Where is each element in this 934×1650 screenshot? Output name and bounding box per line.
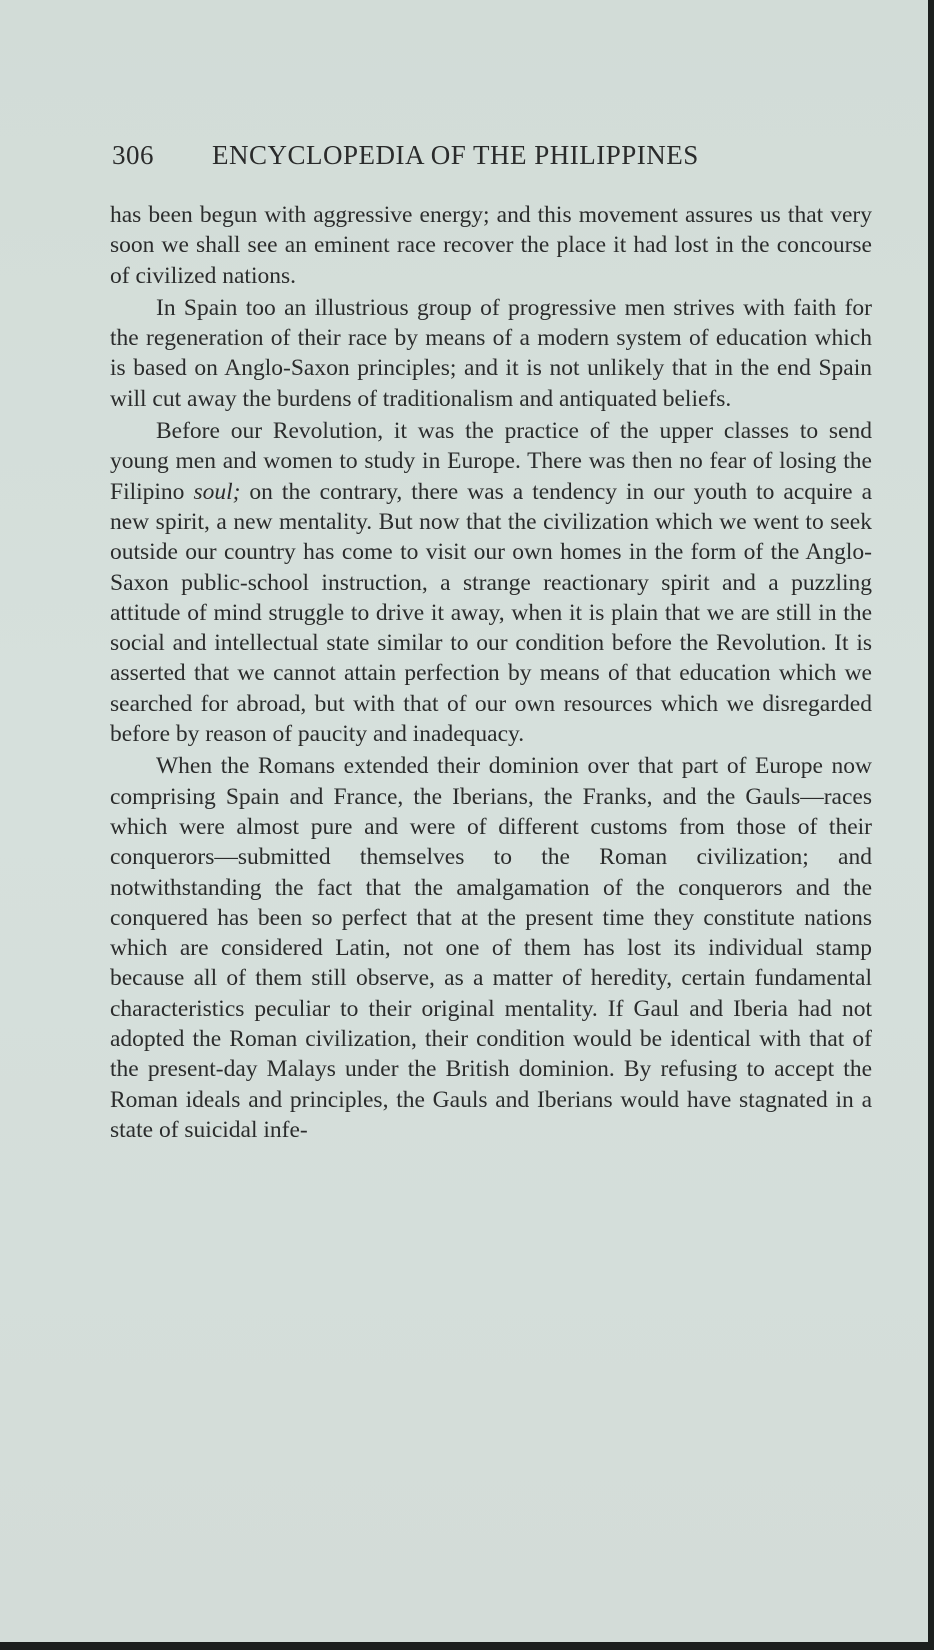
page-header bbox=[112, 140, 872, 180]
paragraph-1: has been begun with aggressive energy; and this movement assures us that very soon we shall see an eminent race recover the place it had lost in the concourse of civilized nations. bbox=[110, 202, 872, 289]
paragraph-4: When the Romans extended their dominion over that part of Europe now comprising Spain and France, the Iberians, the Franks, and the Gauls—races which were almost pure and were of different customs from those of their conquerors—submitted themselves to the Roman civilization; and notwithstanding the fact that the amalgamation of the conquerors and the conquered has been so perfect that at the present time they constitute nations which are considered Latin, not one of them has lost its individual stamp because all of them still observe, as a matter of heredity, certain fundamental characteristics peculiar to their original mentality. If Gaul and Iberia had not adopted the Roman civilization, their condition would be identical with that of the present-day Malays under the British dominion. By refusing to accept the Roman ideals and principles, the Gauls and Iberians would have stagnated in a state of suicidal infe- bbox=[110, 753, 872, 1143]
paragraph-2: In Spain too an illustrious group of progressive men strives with faith for the regeneration of their race by means of a modern system of education which is based on Anglo-Saxon principles; and it is not unlikely that in the end Spain will cut away the burdens of traditionalism and antiquated beliefs. bbox=[110, 294, 872, 412]
paragraph-3 bbox=[110, 416, 872, 749]
italic-word-soul: soul; bbox=[193, 478, 241, 505]
body-text bbox=[110, 200, 872, 1147]
page-number: 306 bbox=[112, 140, 154, 170]
paragraph-3-text-after: on the contrary, there was a tendency in our youth to acquire a new spirit, a new mentality. But now that the civilization which we went to seek outside our country has come to visit our own homes in the form of the Anglo-Saxon public-school instruction, a strange reactionary spirit and a puzzling attitude of mind struggle to drive it away, when it is plain that we are still in the social and intellectual state similar to our condition before the Revolution. It is asserted that we cannot attain perfection by means of that education which we searched for abroad, but with that of our own resources which we disregarded before by reason of paucity and inadequacy. bbox=[110, 478, 872, 748]
scan-edge-right bbox=[928, 0, 934, 1650]
scan-edge-bottom bbox=[0, 1642, 934, 1650]
running-title: ENCYCLOPEDIA OF THE PHILIPPINES bbox=[212, 140, 699, 170]
paragraph-3-text-before: Before our Revolution, it was the practice of the upper classes to send young men and women to study in Europe. There was then no fear of losing the Filipino bbox=[110, 418, 872, 505]
